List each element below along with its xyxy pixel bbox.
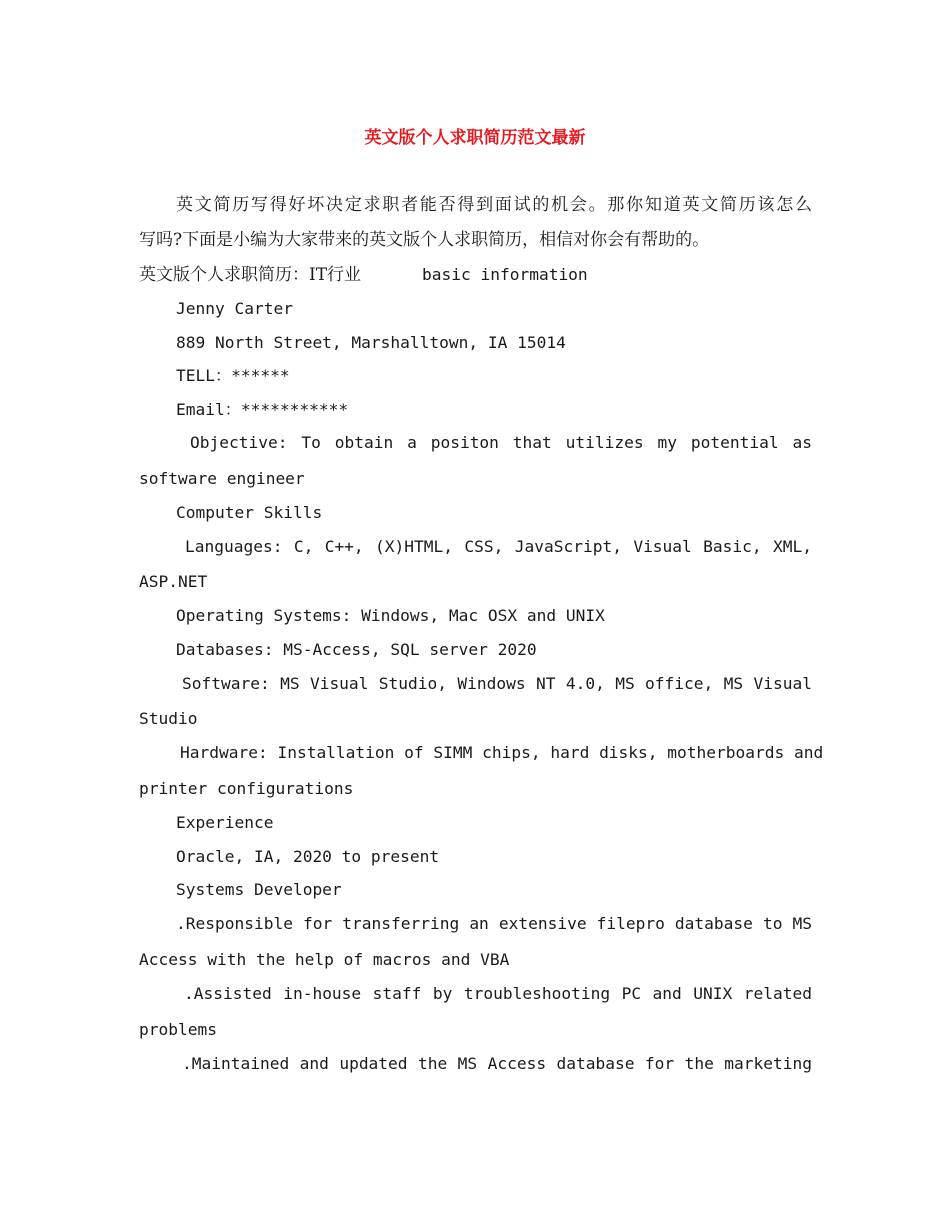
experience-bullet-3-line-1: .Maintained and updated the MS Access database for the marketing: [182, 1054, 812, 1073]
hardware-line-1: Hardware: Installation of SIMM chips, hard disks, motherboards and: [180, 743, 824, 762]
intro-line-1: 英文简历写得好坏决定求职者能否得到面试的机会。那你知道英文简历该怎么: [176, 195, 812, 215]
experience-bullet-2-line-1: .Assisted in-house staff by troubleshooting PC and UNIX related: [184, 984, 812, 1003]
experience-bullet-1-line-1: .Responsible for transferring an extensive filepro database to MS: [176, 914, 812, 933]
operating-systems: Operating Systems: Windows, Mac OSX and UNIX: [176, 606, 605, 625]
section-heading-suffix: basic information: [422, 265, 588, 284]
experience-heading: Experience: [176, 813, 274, 832]
section-heading: 英文版个人求职简历：IT行业: [139, 265, 362, 285]
experience-employer: Oracle, IA, 2020 to present: [176, 847, 440, 866]
software-line-1: Software: MS Visual Studio, Windows NT 4.0, MS office, MS Visual: [182, 674, 812, 693]
objective-line-1: Objective: To obtain a positon that utilizes my potential as: [190, 433, 812, 452]
contact-tell: TELL：******: [176, 366, 290, 385]
document-title: 英文版个人求职简历范文最新: [364, 128, 586, 148]
computer-skills-heading: Computer Skills: [176, 503, 323, 522]
contact-address: 889 North Street, Marshalltown, IA 15014: [176, 333, 566, 352]
experience-bullet-1-line-2: Access with the help of macros and VBA: [139, 950, 510, 969]
contact-email: Email：***********: [176, 400, 349, 419]
databases: Databases: MS-Access, SQL server 2020: [176, 640, 537, 659]
experience-role: Systems Developer: [176, 880, 342, 899]
software-line-2: Studio: [139, 709, 198, 728]
intro-line-2: 写吗?下面是小编为大家带来的英文版个人求职简历，相信对你会有帮助的。: [139, 230, 710, 250]
contact-name: Jenny Carter: [176, 299, 293, 318]
hardware-line-2: printer configurations: [139, 779, 354, 798]
objective-line-2: software engineer: [139, 469, 305, 488]
languages-line-2: ASP.NET: [139, 572, 208, 591]
languages-line-1: Languages: C, C++, (X)HTML, CSS, JavaScript, Visual Basic, XML,: [185, 537, 812, 556]
experience-bullet-2-line-2: problems: [139, 1020, 217, 1039]
